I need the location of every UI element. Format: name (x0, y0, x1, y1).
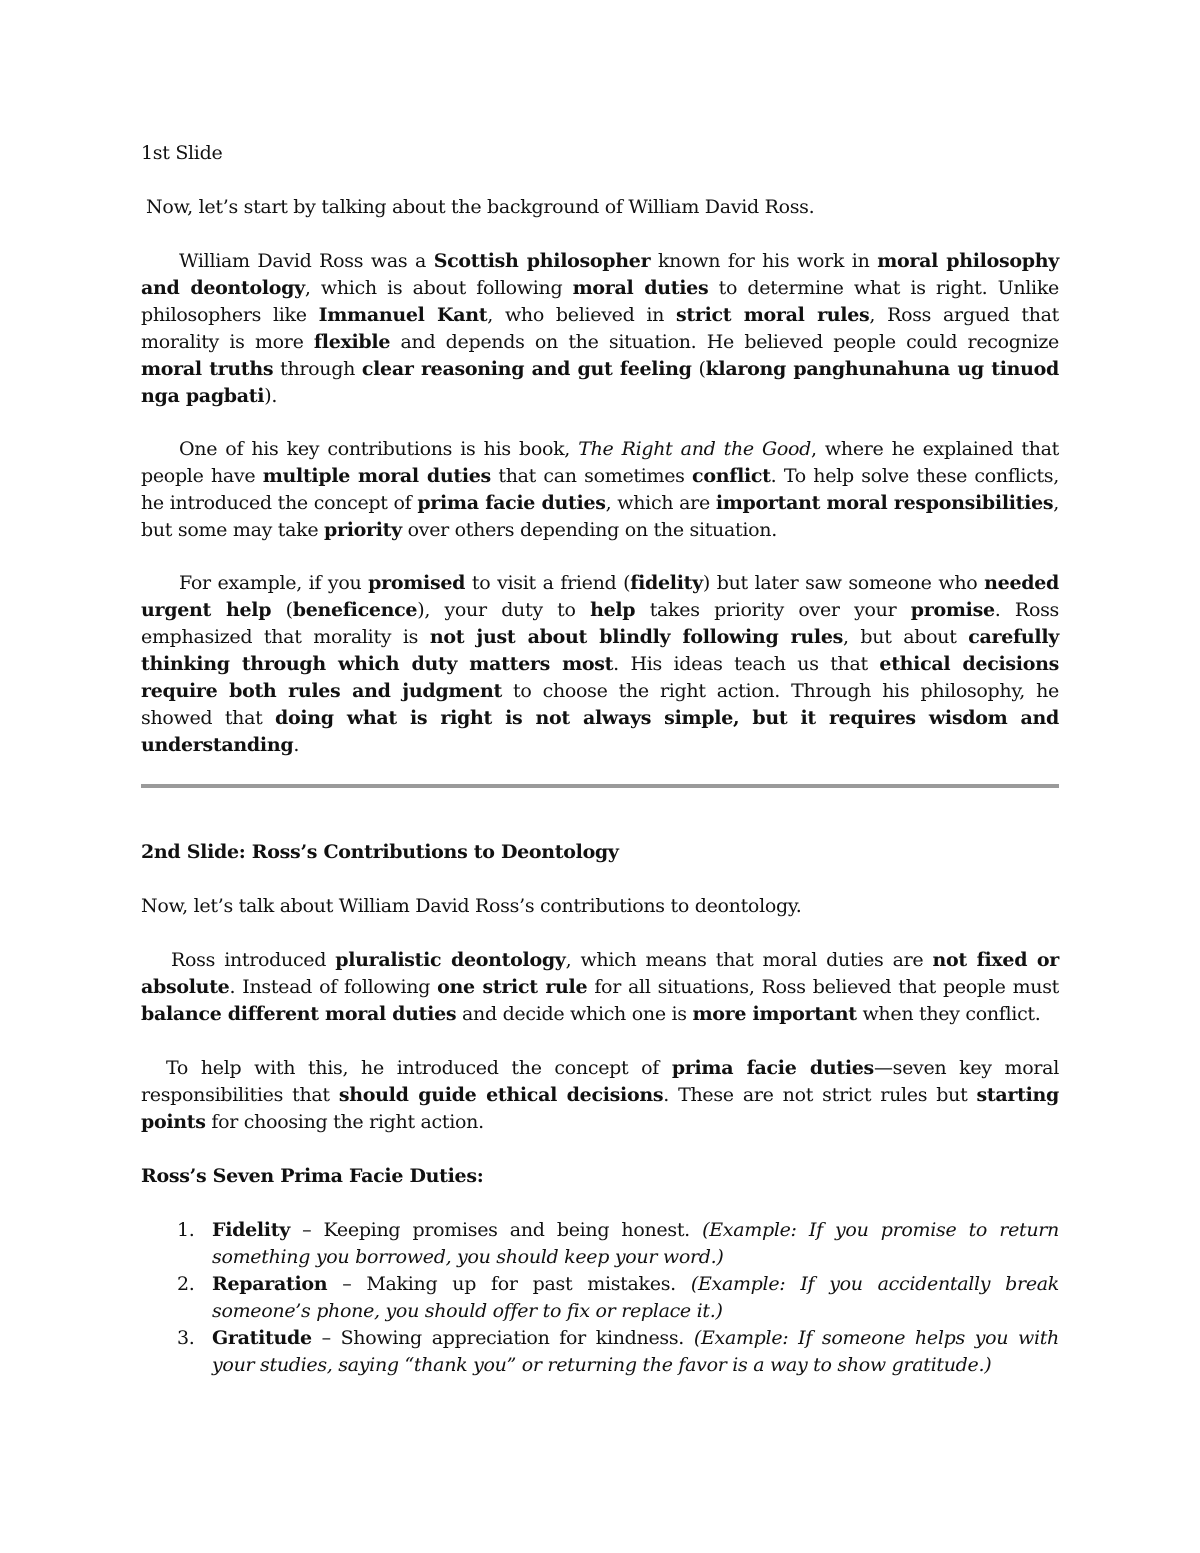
list-number: 1. (177, 1219, 195, 1241)
bold-phrase: moral philosophy and deontology (141, 250, 1059, 299)
bold-phrase: moral duties (572, 277, 709, 299)
text-run: , where he explained that people have (141, 438, 1059, 487)
bold-phrase: needed urgent help (141, 572, 1059, 621)
text-run: and decide which one is (456, 1003, 693, 1025)
slide2-heading: 2nd Slide: Ross’s Contributions to Deontology (141, 841, 619, 863)
slide1-paragraph-example (141, 570, 1059, 759)
bold-phrase: multiple moral duties (262, 465, 491, 487)
slide1-intro: Now, let’s start by talking about the background of William David Ross. (146, 196, 815, 218)
slide1-paragraph-background (141, 248, 1059, 410)
duty-item-reparation (141, 1271, 1059, 1325)
bold-phrase: prima facie duties (417, 492, 606, 514)
bold-phrase: Scottish philosopher (433, 250, 651, 272)
text-run: . (293, 734, 300, 756)
list-number: 3. (177, 1327, 195, 1349)
bold-phrase: beneficence (292, 599, 418, 621)
text-run: One of his key contributions is his book, (179, 438, 579, 460)
text-run: for all situations, Ross believed that people must (587, 976, 1060, 998)
slide2-intro: Now, let’s talk about William David Ross’s contributions to deontology. (141, 895, 802, 917)
bold-phrase: moral truths (141, 358, 274, 380)
bold-phrase: clear reasoning and gut feeling (361, 358, 692, 380)
text-run: ), your duty to (417, 599, 591, 621)
text-run: to visit a friend ( (465, 572, 631, 594)
duty-name: Fidelity (212, 1219, 290, 1241)
text-run: For example, if you (179, 572, 369, 594)
duty-example: (Example: If you promise to return something you borrowed, you should keep your word.) (212, 1219, 1059, 1268)
text-run: , but about (843, 626, 969, 648)
text-run: ) but later saw someone who (702, 572, 985, 594)
duty-example: (Example: If you accidentally break someone’s phone, you should offer to fix or replace it.) (212, 1273, 1059, 1322)
bold-phrase: ethical decisions require both rules and judgment (141, 653, 1059, 702)
bold-phrase: not just about blindly following rules (429, 626, 844, 648)
bold-phrase: not fixed or absolute (141, 949, 1060, 998)
duty-example: (Example: If someone helps you with your studies, saying “thank you” or returning the favor is a way to show gratitude.) (212, 1327, 1059, 1376)
bold-phrase: strict moral rules (676, 304, 870, 326)
text-run: over others depending on the situation. (401, 519, 777, 541)
text-run: William David Ross was a (179, 250, 434, 272)
slide2-paragraph-prima-facie (141, 1055, 1059, 1136)
text-run: ( (691, 358, 706, 380)
text-run: ( (271, 599, 293, 621)
bold-phrase: one strict rule (437, 976, 588, 998)
bold-phrase: carefully thinking through which duty matters most (141, 626, 1059, 675)
duty-description: – Showing appreciation for kindness. (311, 1327, 694, 1349)
text-run: to choose the right action. Through his philosophy, he showed that (141, 680, 1059, 729)
text-run: To help with this, he introduced the concept of (166, 1057, 672, 1079)
duties-list (141, 1217, 1059, 1379)
bold-phrase: promised (368, 572, 466, 594)
text-run: . His ideas teach us that (613, 653, 880, 675)
text-run: , who believed in (487, 304, 677, 326)
bold-phrase: important moral responsibilities (715, 492, 1054, 514)
text-run: for choosing the right action. (205, 1111, 484, 1133)
text-run: through (273, 358, 362, 380)
text-run: , which are (605, 492, 716, 514)
bold-phrase: flexible (313, 331, 391, 353)
bold-phrase: balance different moral duties (141, 1003, 457, 1025)
text-run: when they conflict. (856, 1003, 1041, 1025)
text-run: and depends on the situation. He believed people could recognize (390, 331, 1059, 353)
text-run: . To help solve these conflicts, he introduced the concept of (141, 465, 1059, 514)
text-run: —seven key moral responsibilities that (141, 1057, 1059, 1106)
list-number: 2. (177, 1273, 195, 1295)
bold-phrase: promise (910, 599, 995, 621)
bold-phrase: conflict (692, 465, 771, 487)
italic-phrase: The Right and the Good (578, 438, 812, 460)
bold-phrase: pluralistic deontology (335, 949, 566, 971)
bold-phrase: doing what is right is not always simple, but it requires wisdom and understanding (141, 707, 1059, 756)
bold-phrase: prima facie duties (671, 1057, 874, 1079)
bold-phrase: more important (692, 1003, 857, 1025)
bold-phrase: starting points (141, 1084, 1059, 1133)
duty-description: – Keeping promises and being honest. (289, 1219, 703, 1241)
bold-phrase: priority (324, 519, 402, 541)
text-run: . These are not strict rules but (663, 1084, 977, 1106)
duty-description: – Making up for past mistakes. (327, 1273, 691, 1295)
bold-phrase: klarong panghunahuna ug tinuod nga pagbati (141, 358, 1059, 407)
duty-item-gratitude (141, 1325, 1059, 1379)
slide1-title: 1st Slide (141, 142, 223, 164)
duty-item-fidelity (141, 1217, 1059, 1271)
bold-phrase: fidelity (630, 572, 703, 594)
slide2-paragraph-pluralistic (141, 947, 1059, 1028)
text-run: known for his work in (650, 250, 878, 272)
text-run: . Instead of following (229, 976, 438, 998)
text-run: Ross introduced (171, 949, 336, 971)
text-run: takes priority over your (635, 599, 911, 621)
slide1-paragraph-contributions (141, 436, 1059, 544)
duty-name: Reparation (212, 1273, 328, 1295)
bold-phrase: help (590, 599, 636, 621)
section-divider (141, 784, 1059, 788)
text-run: that can sometimes (490, 465, 693, 487)
document-page (141, 140, 1059, 1379)
text-run: ). (264, 385, 278, 407)
text-run: , which is about following (304, 277, 573, 299)
text-run: , Ross argued that morality is more (141, 304, 1060, 353)
duty-name: Gratitude (212, 1327, 312, 1349)
text-run: , which means that moral duties are (565, 949, 933, 971)
text-run: . Ross emphasized that morality is (141, 599, 1059, 648)
duties-list-heading: Ross’s Seven Prima Facie Duties: (141, 1165, 484, 1187)
text-run: , but some may take (141, 492, 1060, 541)
bold-phrase: should guide ethical decisions (338, 1084, 664, 1106)
bold-phrase: Immanuel Kant (318, 304, 488, 326)
text-run: to determine what is right. Unlike philosophers like (141, 277, 1059, 326)
